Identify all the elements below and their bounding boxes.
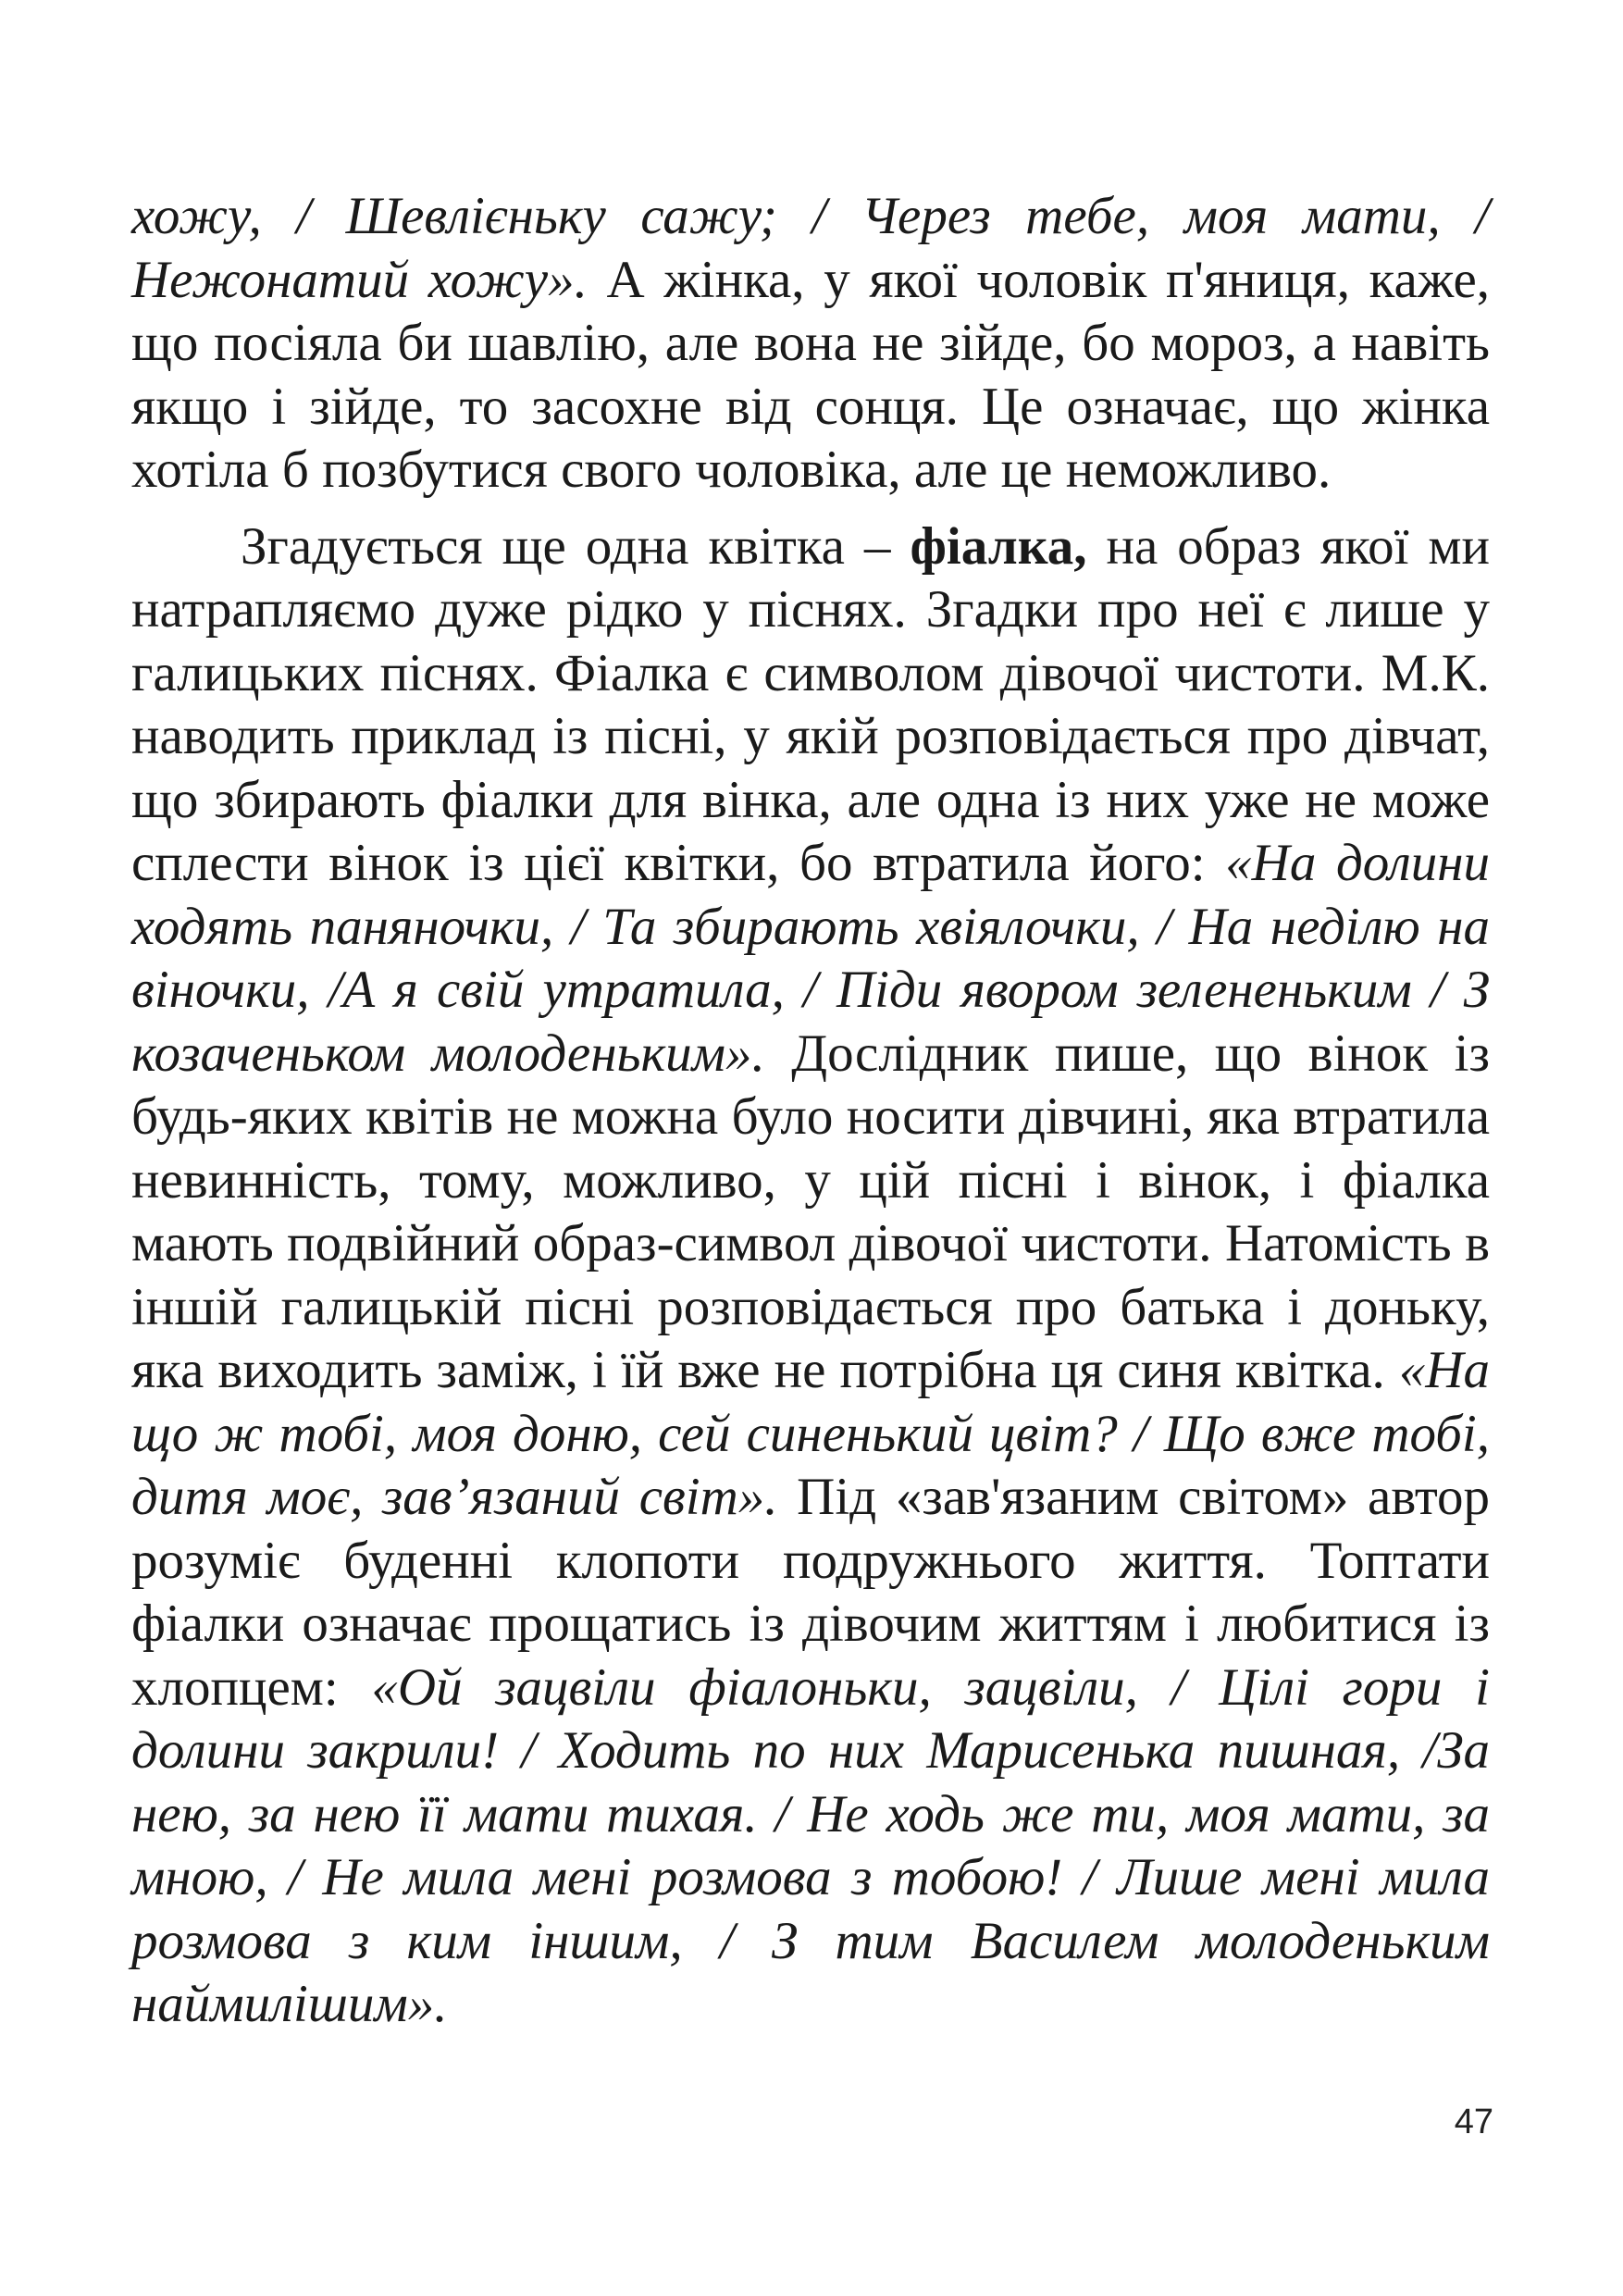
quote-continuation: хожу, / Шевлієньку сажу; / Через тебе, моя мати, / Нежонатий хожу». bbox=[131, 187, 1490, 309]
song-quote-3: «Ой зацвіли фіалоньки, зацвіли, / Цілі гори і долини закрили! / Ходить по них Марисенька пишная, /За нею, за нею її мати тихая. / Не ходь же ти, моя мати, за мною, / Не мила мені розмова з тобою! / Лише мені мила розмова з ким іншим, / З тим Василем молоденьким наймилішим». bbox=[131, 1657, 1490, 2033]
paragraph-2-text-4: Під «зав'язаним світом» автор розуміє буденні клопоти подружнього життя. Топтати фіалки означає прощатись із дівочим життям і любитися із хлопцем: bbox=[131, 1468, 1490, 1717]
term-fialka: фіалка, bbox=[910, 516, 1087, 576]
paragraph-2-text-2: на образ якої ми натрапляємо дуже рідко у піснях. Згадки про неї є лише у галицьких піснях. Фіалка є символом дівочої чистоти. М.К. наводить приклад із пісні, у якій розповідається про дівчат, що збирають фіалки для вінка, але одна із них уже не може сплести вінок із цієї квітки, бо втратила його: bbox=[131, 516, 1490, 892]
paragraph-2-text-3: Дослідник пише, що вінок із будь-яких квітів не можна було носити дівчині, яка втратила невинність, тому, можливо, у цій пісні і вінок, і фіалка мають подвійний образ-символ дівочої чистоти. Натомість в іншій галицькій пісні розповідається про батька і доньку, яка виходить заміж, і їй вже не потрібна ця синя квітка. bbox=[131, 1024, 1490, 1399]
paragraph-1-text: А жінка, у якої чоловік п'яниця, каже, що посіяла би шавлію, але вона не зійде, бо мороз, а навіть якщо і зійде, то засохне від сонця. Це означає, що жінка хотіла б позбутися свого чоловіка, але це неможливо. bbox=[131, 250, 1490, 499]
paragraph-1 bbox=[131, 185, 1490, 503]
paragraph-2-text-1: Згадується ще одна квітка – bbox=[241, 516, 911, 576]
page-body bbox=[131, 185, 1490, 2037]
paragraph-2 bbox=[131, 515, 1490, 2037]
page-number: 47 bbox=[1454, 2103, 1493, 2141]
song-quote-1: «На долини ходять паняночки, / Та збирають хвіялочки, / На неділю на віночки, /А я свій утратила, / Піди явором зелененьким / З козаченьком молоденьким». bbox=[131, 834, 1490, 1083]
song-quote-2: «На що ж тобі, моя доню, сей синенький цвіт? / Що вже тобі, дитя моє, зав’язаний світ». bbox=[131, 1341, 1490, 1526]
